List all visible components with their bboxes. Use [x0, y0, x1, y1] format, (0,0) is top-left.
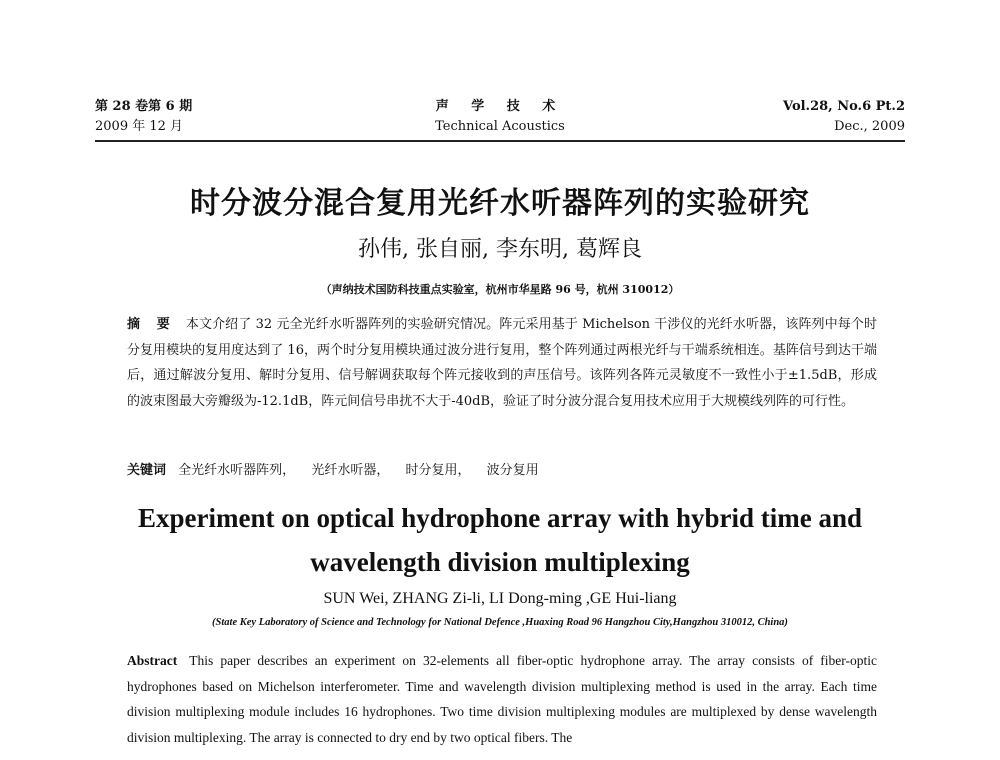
keyword: 全光纤水听器阵列， — [178, 463, 296, 478]
abstract-en-label: Abstract — [127, 653, 178, 668]
abstract-en — [127, 648, 877, 750]
keywords-zh-label: 关键词 — [127, 463, 167, 478]
affiliation-zh: （声纳技术国防科技重点实验室，杭州市华星路 96 号，杭州 310012） — [320, 283, 680, 296]
abstract-zh-text: 本文介绍了 32 元全光纤水听器阵列的实验研究情况。阵元采用基于 Michelson 干涉仪的光纤水听器，该阵列中每个时分复用模块的复用度达到了 16，两个时分复用模块通过波分进行复用，整个阵列通过两根光纤与干端系统相连。基阵信号到达干端后，通过解波分复用、解时分复用、信号解调获取每个阵元接收到的声压信号。该阵列各阵元灵敏度不一致性小于±1.5dB，形成的波束图最大旁瓣级为-12.1dB，阵元间信号串扰不大于-40dB，验证了时分波分混合复用技术应用于大规模线列阵的可行性。 — [127, 317, 877, 409]
paper-title-zh: 时分波分混合复用光纤水听器阵列的实验研究 — [190, 186, 810, 221]
authors-zh: 孙伟, 张自丽, 李东明, 葛辉良 — [358, 237, 642, 262]
volume-issue-zh: 第 28 卷第 6 期 — [95, 99, 193, 114]
date-en: Dec., 2009 — [834, 119, 905, 134]
date-zh: 2009 年 12 月 — [95, 119, 184, 134]
abstract-en-text: This paper describes an experiment on 32-elements all fiber-optic hydrophone array. The array consists of fiber-optic hydrophones based on Michelson interferometer. Time and wavelength division multiplexing method is used in the array. Each time division multiplexing module includes 16 hydrophones. Two time division multiplexing modules are multiplexed by dense wavelength division multiplexing. The array is connected to dry end by two optical fibers. The — [127, 653, 877, 745]
keywords-zh — [127, 460, 877, 482]
header-rule — [95, 140, 905, 142]
abstract-zh — [127, 312, 877, 414]
keyword: 波分复用 — [486, 463, 539, 478]
authors-en: SUN Wei, ZHANG Zi-li, LI Dong-ming ,GE Hui-liang — [323, 590, 677, 607]
affiliation-en: (State Key Laboratory of Science and Technology for National Defence ,Huaxing Road 96 Hangzhou City,Hangzhou 310012, China) — [212, 617, 788, 628]
volume-issue-en: Vol.28, No.6 Pt.2 — [783, 99, 905, 114]
abstract-zh-label: 摘 要 — [127, 317, 176, 332]
journal-name-en: Technical Acoustics — [435, 119, 565, 134]
keyword: 时分复用， — [405, 463, 471, 478]
keyword: 光纤水听器， — [311, 463, 390, 478]
paper-title-en-line2: wavelength division multiplexing — [310, 547, 690, 577]
paper-title-en-line1: Experiment on optical hydrophone array with hybrid time and — [137, 503, 863, 533]
journal-name-zh: 声 学 技 术 — [435, 99, 565, 114]
journal-volume-en — [783, 97, 905, 137]
paper-title-en — [0, 496, 1000, 584]
